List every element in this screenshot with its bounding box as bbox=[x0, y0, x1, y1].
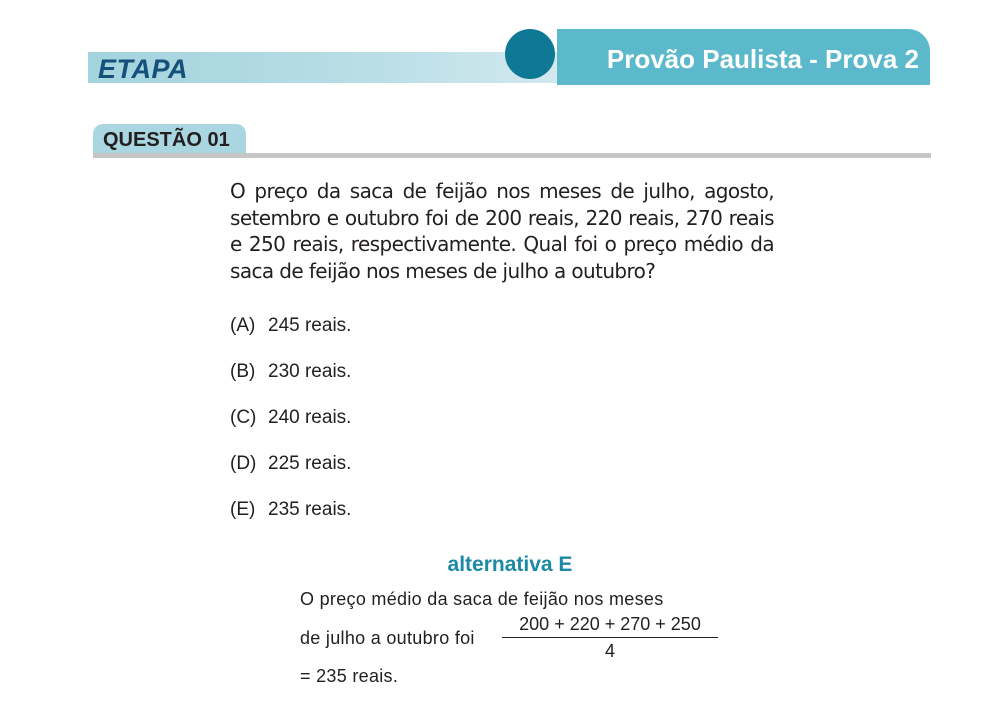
option-letter: (D) bbox=[230, 453, 257, 474]
option-letter: (B) bbox=[230, 361, 256, 382]
answer-heading: alternativa E bbox=[447, 553, 573, 576]
option-text: 235 reais. bbox=[268, 499, 352, 520]
header-circle-decoration bbox=[505, 29, 555, 79]
option-d bbox=[230, 452, 351, 476]
option-text: 225 reais. bbox=[268, 453, 352, 474]
solution-result: = 235 reais. bbox=[300, 666, 399, 686]
etapa-logo: ETAPA bbox=[98, 54, 188, 84]
option-letter: (E) bbox=[230, 499, 256, 520]
question-text: O preço da saca de feijão nos meses de julho, agosto, setembro e outubro foi de 200 reais, 220 reais, 270 reais e 250 reais, respectivamente. Qual foi o preço médio da saca de feijão nos meses de julho a outubro? bbox=[230, 179, 774, 283]
average-fraction bbox=[502, 613, 718, 662]
option-c bbox=[230, 406, 351, 430]
option-text: 240 reais. bbox=[268, 407, 352, 428]
solution-line-2: de julho a outubro foi bbox=[300, 628, 475, 648]
option-e bbox=[230, 498, 351, 522]
solution-line-1: O preço médio da saca de feijão nos meses bbox=[300, 589, 664, 609]
option-text: 230 reais. bbox=[268, 361, 352, 382]
option-text: 245 reais. bbox=[268, 315, 352, 336]
option-letter: (A) bbox=[230, 315, 256, 336]
fraction-denominator: 4 bbox=[604, 641, 615, 661]
option-a bbox=[230, 314, 351, 338]
fraction-numerator: 200 + 220 + 270 + 250 bbox=[502, 613, 718, 638]
question-label: QUESTÃO 01 bbox=[103, 129, 230, 151]
question-divider bbox=[93, 153, 931, 158]
option-b bbox=[230, 360, 351, 384]
exam-title: Provão Paulista - Prova 2 bbox=[606, 44, 919, 74]
option-letter: (C) bbox=[230, 407, 257, 428]
